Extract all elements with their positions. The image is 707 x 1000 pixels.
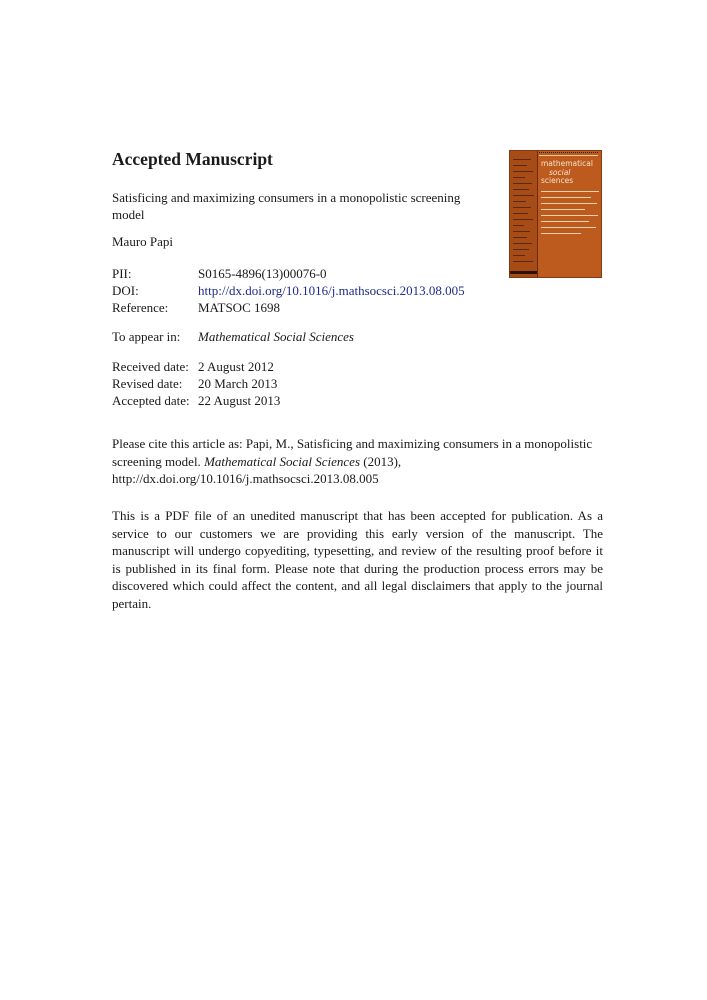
page-heading: Accepted Manuscript [112, 149, 273, 169]
pii-label: PII: [112, 266, 132, 281]
cover-strip-line [513, 261, 533, 262]
citation-suffix: (2013), http://dx.doi.org/10.1016/j.mathsocsci.2013.08.005 [112, 453, 402, 486]
cover-contents-line [541, 215, 598, 216]
doi-label: DOI: [112, 283, 139, 298]
cover-strip-line [513, 219, 533, 220]
cover-journal-title [541, 160, 601, 186]
cover-strip-line [513, 207, 531, 208]
revised-value: 20 March 2013 [198, 376, 278, 391]
reference-label: Reference: [112, 300, 169, 315]
cover-title-line-1: mathematical [541, 159, 593, 168]
cover-footer-bar [510, 271, 537, 274]
disclaimer-paragraph: This is a PDF file of an unedited manuscript that has been accepted for publication. As a service to our customers we are providing this early version of the manuscript. The manuscript will undergo copyediting, typesetting, and review of the resulting proof before it is published in its final form. Please note that during the production process errors may be discovered which could affect the content, and all legal disclaimers that apply to the journal pertain. [112, 508, 603, 611]
article-title: Satisficing and maximizing consumers in a monopolistic screening model [112, 190, 461, 222]
pii-row [112, 265, 327, 282]
revised-row [112, 375, 277, 392]
cover-strip-line [513, 231, 530, 232]
received-value: 2 August 2012 [198, 359, 274, 374]
cover-contents-line [541, 209, 585, 210]
cover-strip-line [513, 249, 529, 250]
cover-strip-line [513, 165, 527, 166]
citation-journal: Mathematical Social Sciences [204, 453, 361, 469]
cover-header-rule [539, 155, 598, 156]
revised-label: Revised date: [112, 376, 183, 391]
cover-contents-line [541, 203, 597, 204]
journal-name: Mathematical Social Sciences [198, 329, 354, 344]
cover-strip-line [513, 243, 532, 244]
cover-strip-line [513, 177, 525, 178]
accepted-label: Accepted date: [112, 393, 190, 408]
cover-strip-line [513, 159, 531, 160]
cover-strip-line [513, 171, 533, 172]
citation-prefix: Please cite this article as: Papi, M., Satisficing and maximizing consumers in a monopolistic screening model. [112, 436, 593, 469]
appear-label: To appear in: [112, 329, 181, 344]
cover-contents-line [541, 227, 596, 228]
doi-link[interactable]: http://dx.doi.org/10.1016/j.mathsocsci.2013.08.005 [198, 283, 465, 298]
reference-row [112, 299, 280, 316]
cover-strip-line [513, 183, 532, 184]
accepted-row [112, 392, 280, 409]
cover-contents-line [541, 191, 599, 192]
doi-row [112, 282, 465, 299]
cover-strip-line [513, 195, 534, 196]
cover-strip-line [513, 225, 524, 226]
reference-value: MATSOC 1698 [198, 300, 280, 315]
citation-paragraph [112, 435, 603, 488]
pii-value: S0165-4896(13)00076-0 [198, 266, 327, 281]
cover-contents-line [541, 221, 589, 222]
author-name: Mauro Papi [112, 234, 174, 249]
cover-strip-line [513, 255, 525, 256]
cover-contents-line [541, 197, 591, 198]
cover-contents-line [541, 233, 581, 234]
cover-title-line-2: social [549, 167, 571, 177]
received-row [112, 358, 274, 375]
cover-title-line-3: sciences [541, 176, 574, 185]
cover-strip-line [513, 213, 528, 214]
cover-strip-line [513, 237, 527, 238]
cover-strip-line [513, 189, 529, 190]
received-label: Received date: [112, 359, 189, 374]
appear-row [112, 328, 354, 345]
journal-cover-image [509, 150, 602, 278]
accepted-value: 22 August 2013 [198, 393, 281, 408]
cover-strip-line [513, 201, 526, 202]
